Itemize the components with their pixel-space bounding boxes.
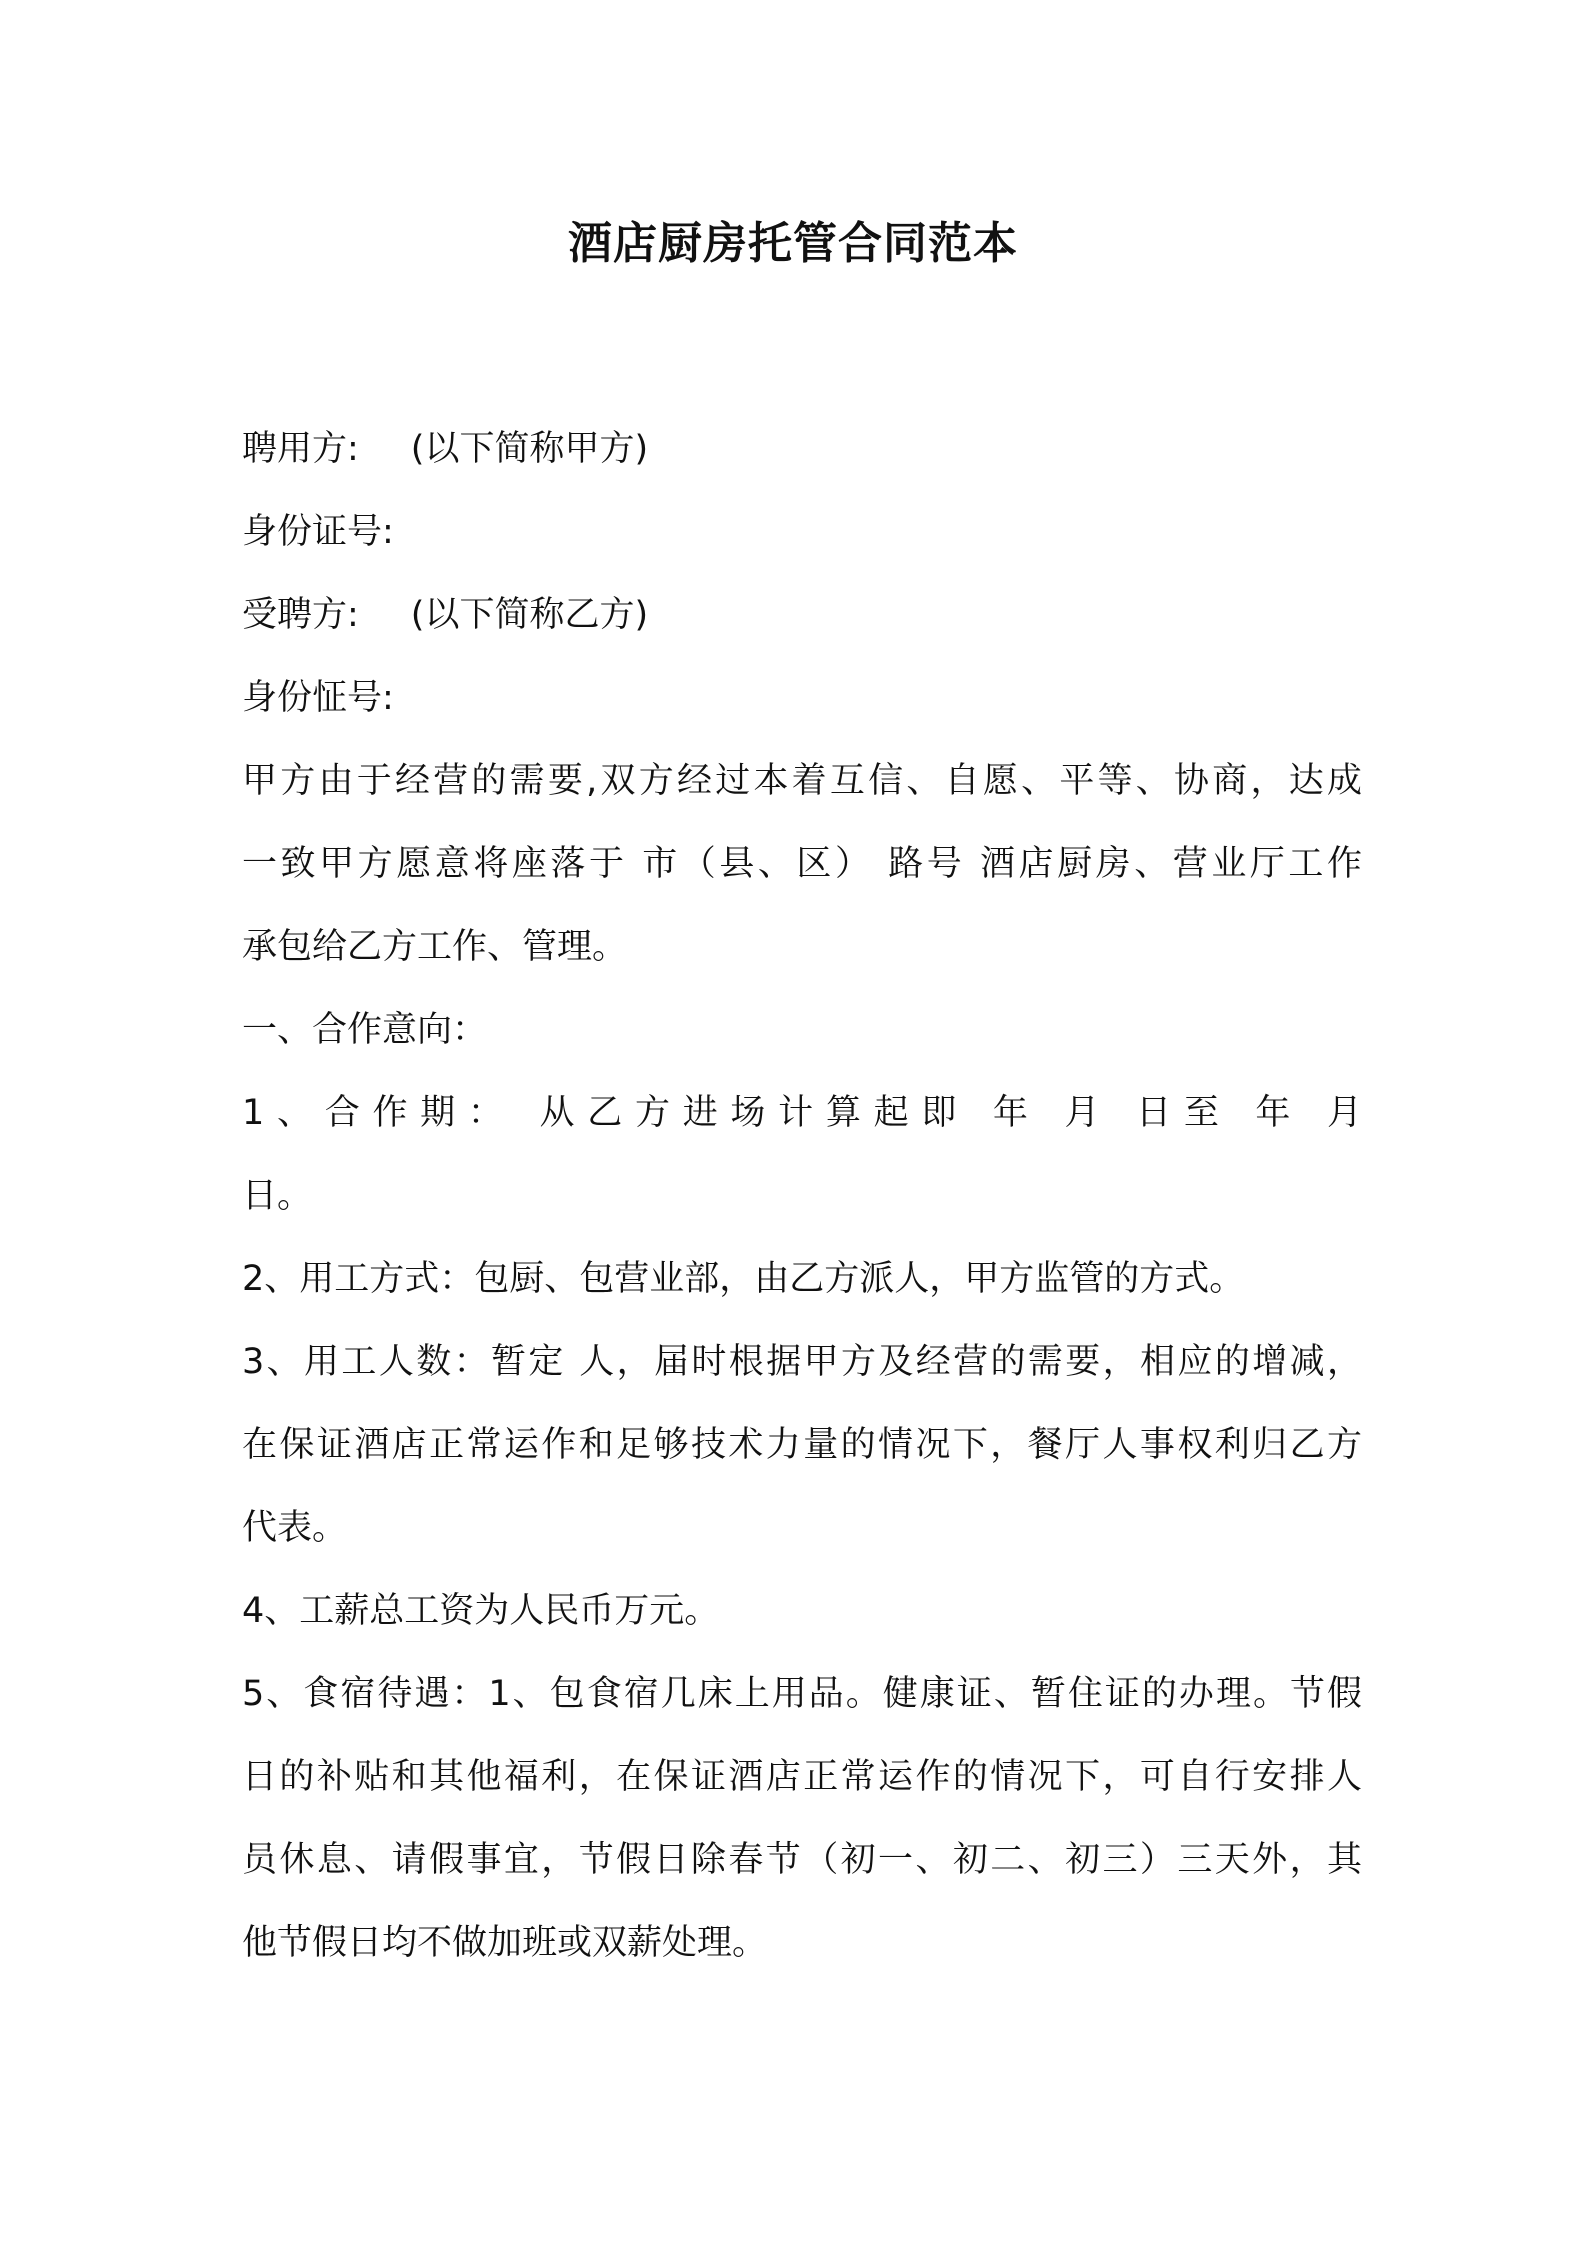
document-line: 日的补贴和其他福利，在保证酒店正常运作的情况下，可自行安排人 [242, 1757, 1362, 1797]
document-line: 一致甲方愿意将座落于 市（县、区） 路号 酒店厨房、营业厅工作 [242, 844, 1362, 884]
document-line [242, 408, 1362, 491]
document-line: 身份怔号: [242, 678, 394, 718]
document-line: 1、合作期： 从乙方进场计算起即 年 月 日至 年 月 [242, 1093, 1362, 1133]
document-line: 4、工薪总工资为人民币万元。 [242, 1591, 720, 1631]
document-line: 2、用工方式：包厨、包营业部，由乙方派人，甲方监管的方式。 [242, 1259, 1245, 1299]
document-line: 在保证酒店正常运作和足够技术力量的情况下，餐厅人事权利归乙方 [242, 1425, 1362, 1465]
document-line: 他节假日均不做加班或双薪处理。 [242, 1923, 768, 1963]
document-line: 承包给乙方工作、管理。 [242, 927, 628, 967]
field-label: 聘用方: [242, 429, 359, 469]
document-line: 日。 [242, 1176, 313, 1216]
document-line: 一、合作意向： [242, 1010, 488, 1050]
document-line: 3、用工人数：暂定 人，届时根据甲方及经营的需要，相应的增减， [242, 1342, 1362, 1382]
field-note: (以下简称甲方) [410, 429, 649, 469]
document-line: 代表。 [242, 1508, 348, 1548]
document-title: 酒店厨房托管合同范本 [568, 218, 1018, 269]
document-body [242, 408, 1362, 1985]
document-line [242, 574, 1362, 657]
field-label: 受聘方: [242, 595, 359, 635]
document-line: 员休息、请假事宜，节假日除春节（初一、初二、初三）三天外，其 [242, 1840, 1362, 1880]
document-line: 甲方由于经营的需要,双方经过本着互信、自愿、平等、协商，达成 [242, 761, 1362, 801]
document-line: 身份证号: [242, 512, 394, 552]
document-line: 5、食宿待遇：1、包食宿几床上用品。健康证、暂住证的办理。节假 [242, 1674, 1362, 1714]
field-note: (以下简称乙方) [410, 595, 649, 635]
